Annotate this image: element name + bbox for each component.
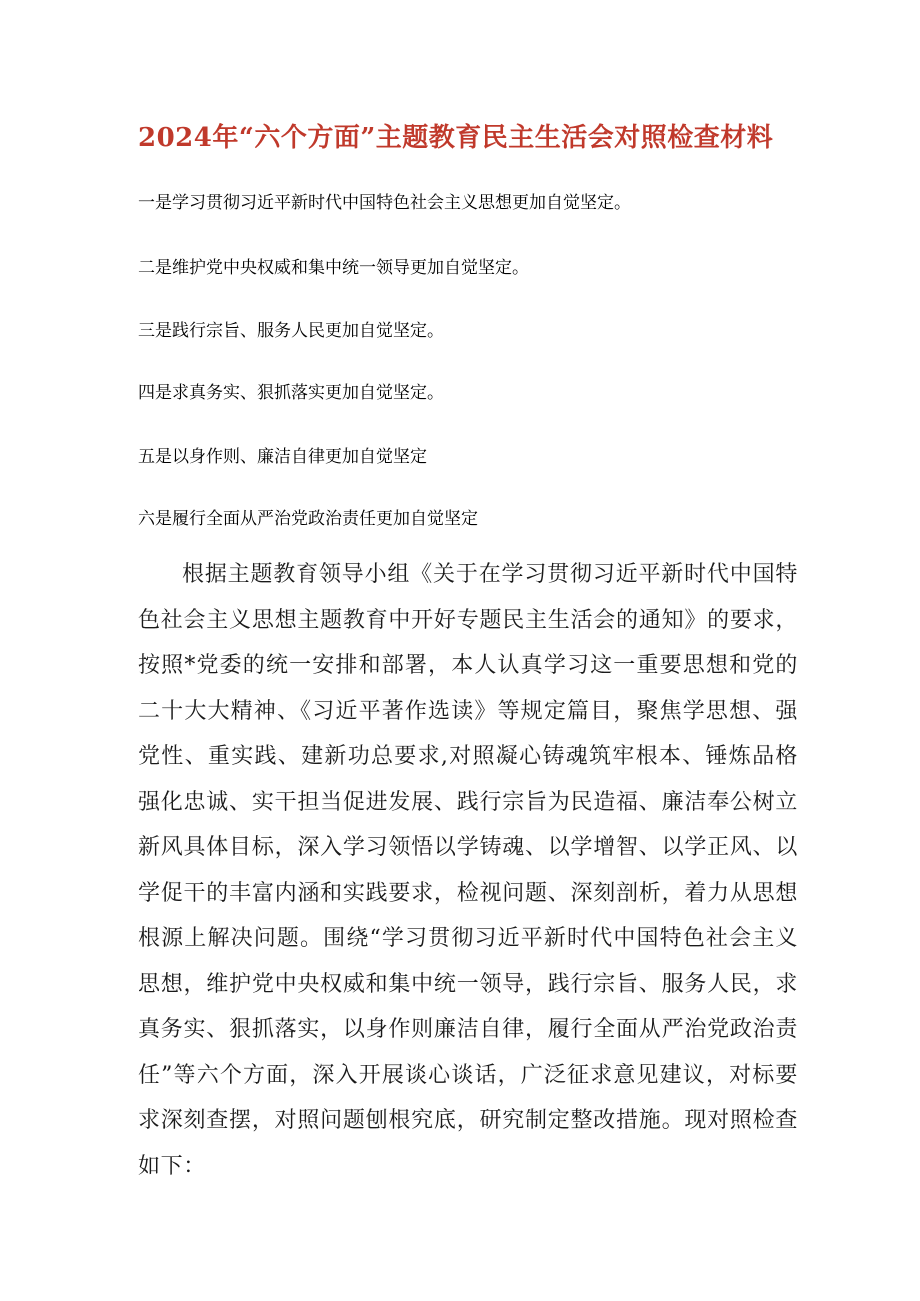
point-item-4: 四是求真务实、狠抓落实更加自觉坚定。 — [138, 383, 444, 403]
point-item-3: 三是践行宗旨、服务人民更加自觉坚定。 — [138, 321, 444, 341]
point-item-1: 一是学习贯彻习近平新时代中国特色社会主义思想更加自觉坚定。 — [138, 193, 631, 213]
point-item-6: 六是履行全面从严治党政治责任更加自觉坚定 — [138, 509, 478, 529]
point-item-5: 五是以身作则、廉洁自律更加自觉坚定 — [138, 447, 427, 467]
body-paragraph: 根据主题教育领导小组《关于在学习贯彻习近平新时代中国特色社会主义思想主题教育中开好专题民主生活会的通知》的要求，按照*党委的统一安排和部署，本人认真学习这一重要思想和党的二十大大精神、《习近平著作选读》等规定篇目，聚焦学思想、强党性、重实践、建新功总要求,对照凝心铸魂筑牢根本、锤炼品格强化忠诚、实干担当促进发展、践行宗旨为民造福、廉洁奉公树立新风具体目标，深入学习领悟以学铸魂、以学增智、以学正风、以学促干的丰富内涵和实践要求，检视问题、深刻剖析，着力从思想根源上解决问题。围绕“学习贯彻习近平新时代中国特色社会主义思想，维护党中央权威和集中统一领导，践行宗旨、服务人民，求真务实、狠抓落实，以身作则廉洁自律，履行全面从严治党政治责任”等六个方面，深入开展谈心谈话，广泛征求意见建议，对标要求深刻查摆，对照问题刨根究底，研究制定整改措施。现对照检查如下： — [138, 562, 798, 1179]
point-item-2: 二是维护党中央权威和集中统一领导更加自觉坚定。 — [138, 258, 529, 278]
document-title: 2024年“六个方面”主题教育民主生活会对照检查材料 — [138, 123, 774, 153]
